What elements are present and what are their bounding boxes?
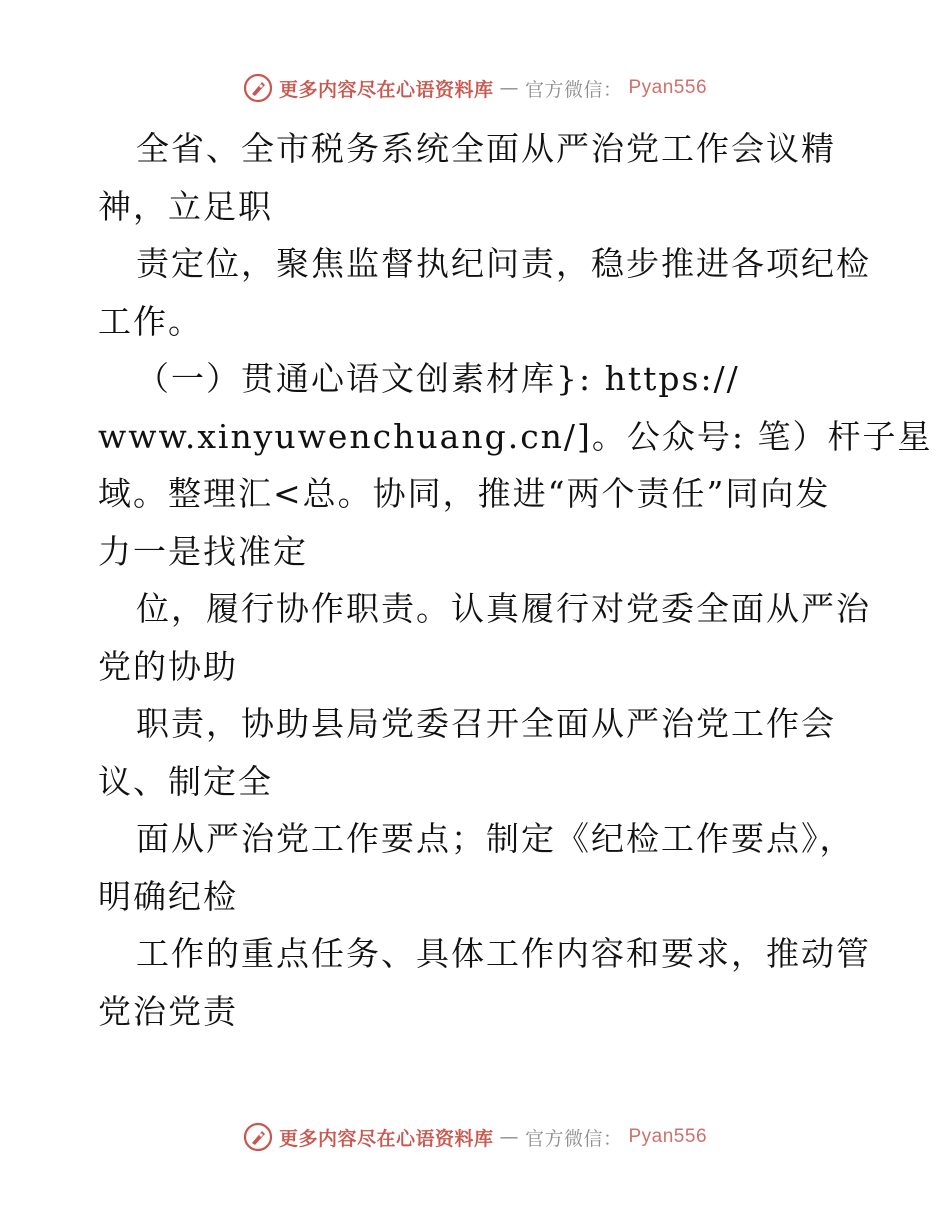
text-line: 面从严治党工作要点；制定《纪检工作要点》， xyxy=(136,819,855,858)
text-line: 职责，协助县局党委召开全面从严治党工作会 xyxy=(136,704,836,743)
text-line: 责定位，聚焦监督执纪问责，稳步推进各项纪检 xyxy=(136,244,871,283)
pen-nib-logo-icon xyxy=(243,1122,273,1152)
watermark-wechat-label: 官方微信： xyxy=(524,1127,623,1150)
header-watermark xyxy=(0,73,950,103)
pen-nib-logo-icon xyxy=(243,73,273,103)
text-line: 全省、全市税务系统全面从严治党工作会议精 xyxy=(136,129,836,168)
text-line: （一）贯通心语文创素材库}: https:// xyxy=(136,359,740,398)
text-line: 位，履行协作职责。认真履行对党委全面从严治 xyxy=(136,589,871,628)
text-line: 神，立足职 xyxy=(98,186,273,226)
text-line: www.xinyuwenchuang.cn/]。公众号: 笔）杆子星 xyxy=(98,416,933,456)
watermark-wechat-label: 官方微信： xyxy=(524,78,623,101)
document-body xyxy=(98,120,933,1040)
watermark-dash: — xyxy=(499,1126,519,1148)
text-line: 工作的重点任务、具体工作内容和要求，推动管 xyxy=(136,934,871,973)
watermark-wechat-id: Pyan556 xyxy=(628,77,708,98)
watermark-brand-text: 更多内容尽在心语资料库 xyxy=(278,78,494,101)
footer-watermark xyxy=(0,1122,950,1152)
watermark-dash: — xyxy=(499,77,519,99)
text-line: 党治党责 xyxy=(98,991,238,1031)
text-line: 明确纪检 xyxy=(98,876,238,916)
text-line: 域。整理汇<总。协同，推进“两个责任”同向发 xyxy=(98,474,831,513)
text-line: 力一是找准定 xyxy=(98,531,308,571)
text-line: 议、制定全 xyxy=(98,761,273,801)
text-line: 党的协助 xyxy=(98,646,238,686)
watermark-brand-text: 更多内容尽在心语资料库 xyxy=(278,1127,494,1150)
text-line: 工作。 xyxy=(98,301,203,341)
watermark-wechat-id: Pyan556 xyxy=(628,1126,708,1147)
